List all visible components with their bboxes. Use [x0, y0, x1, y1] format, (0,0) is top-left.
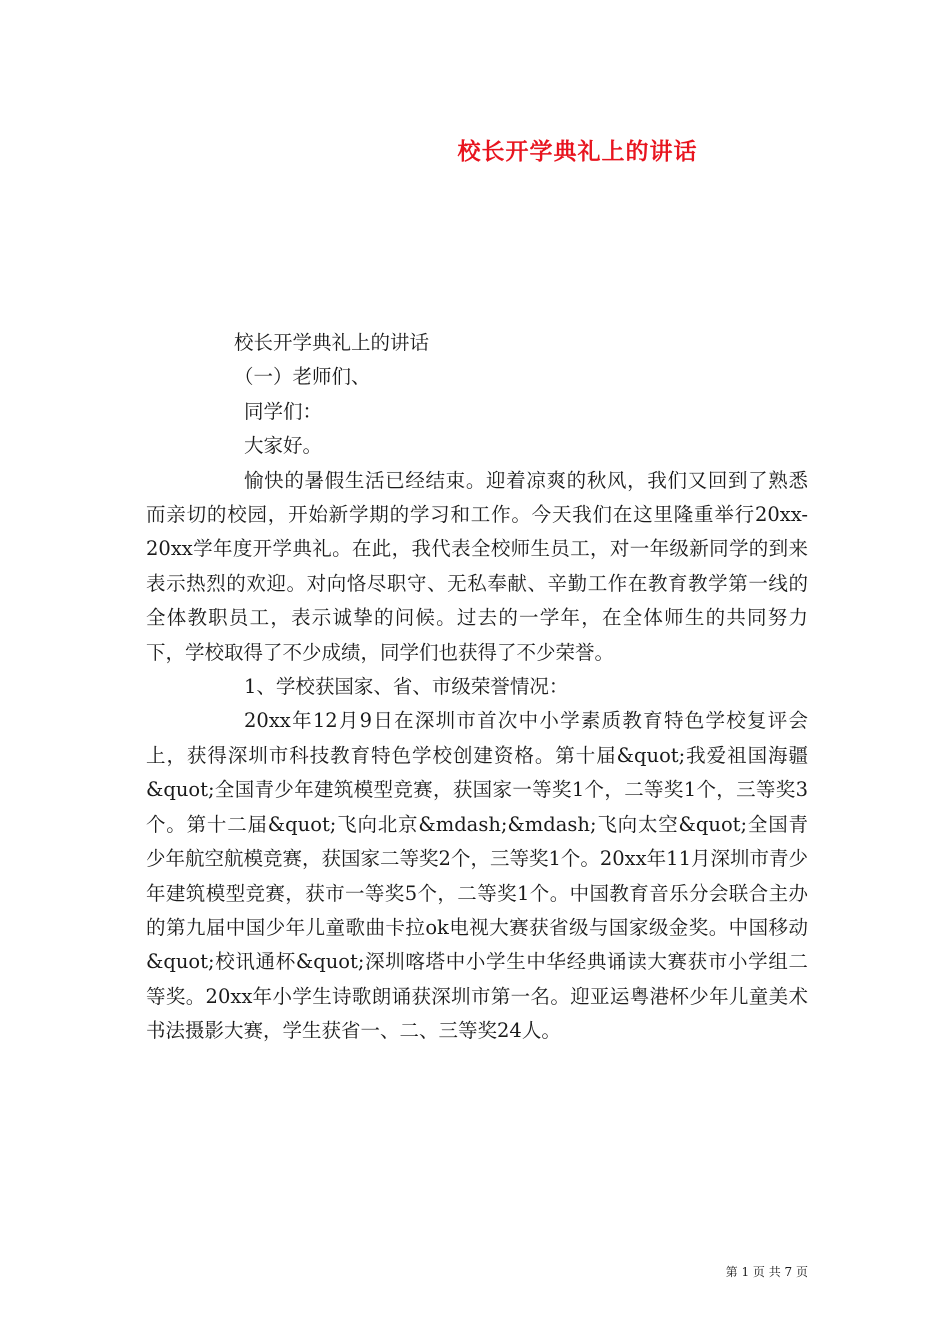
honors-heading: 1、学校获国家、省、市级荣誉情况：: [244, 675, 569, 699]
document-body: [146, 326, 808, 1049]
section-heading: （一）老师们、: [234, 365, 371, 389]
paragraph-honors-text: 20xx年12月9日在深圳市首次中小学素质教育特色学校复评会上，获得深圳市科技教育特色学校创建资格。第十届&quot;我爱祖国海疆&quot;全国青少年建筑模型竞赛，获国家一等奖1个，二等奖1个，三等奖3个。第十二届&quot;飞向北京&mdash;&mdash;飞向太空&quot;全国青少年航空航模竞赛，获国家二等奖2个，三等奖1个。20xx年11月深圳市青少年建筑模型竞赛，获市一等奖5个，二等奖1个。中国教育音乐分会联合主办的第九届中国少年儿童歌曲卡拉ok电视大赛获省级与国家级金奖。中国移动&quot;校讯通杯&quot;深圳喀塔中小学生中华经典诵读大赛获市小学组二等奖。20xx年小学生诗歌朗诵获深圳市第一名。迎亚运粤港杯少年儿童美术书法摄影大赛，学生获省一、二、三等奖24人。: [146, 709, 808, 1043]
page-number: 第 1 页 共 7 页: [725, 1265, 808, 1279]
greeting-students: 同学们：: [244, 399, 323, 423]
paragraph-opening-text: 愉快的暑假生活已经结束。迎着凉爽的秋风，我们又回到了熟悉而亲切的校园，开始新学期的学习和工作。今天我们在这里隆重举行20xx-20xx学年度开学典礼。在此，我代表全校师生员工，对一年级新同学的到来表示热烈的欢迎。对向恪尽职守、无私奉献、辛勤工作在教育教学第一线的全体教职员工，表示诚挚的问候。过去的一学年，在全体师生的共同努力下，学校取得了不少成绩，同学们也获得了不少荣誉。: [146, 468, 808, 664]
document-title: 校长开学典礼上的讲话: [457, 138, 698, 165]
greeting-everyone: 大家好。: [244, 434, 323, 458]
paragraph-honors: [146, 704, 808, 1048]
subtitle: 校长开学典礼上的讲话: [234, 331, 430, 354]
paragraph-opening: [146, 464, 808, 670]
